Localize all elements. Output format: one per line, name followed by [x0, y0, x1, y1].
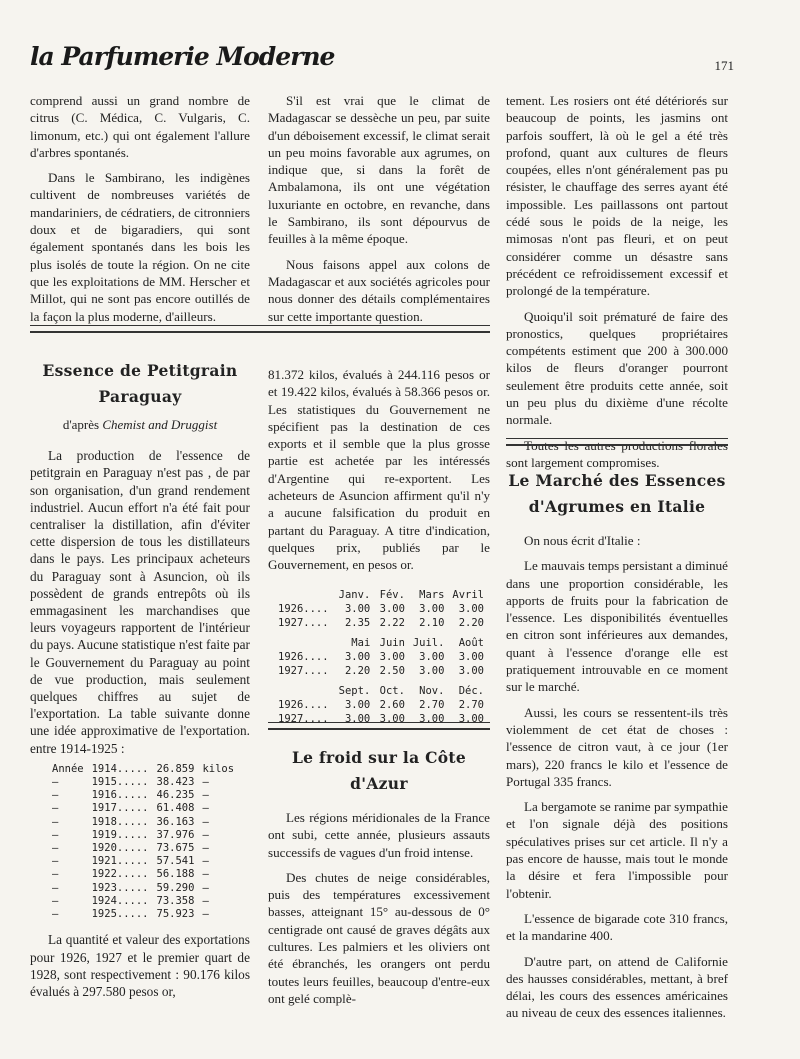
- paragraph: tement. Les rosiers ont été détériorés sur beaucoup de points, les jasmins ont parfois souffert, là où le gel a été très profond, quant aux cultures de fleurs coupées, elles n'ont généralement pas pu résister, le chauffage des serres ayant été impossible. Les paillassons ont partout cédé sous le poids de la neige, les mimosas n'ont pas fleuri, et on peut considérer comme un désastre sans précédent ce refroidissement excessif et prolongé de la température.: [506, 93, 728, 299]
- table-cell: 3.00: [419, 602, 445, 615]
- paragraph: comprend aussi un grand nombre de citrus (C. Médica, C. Vulgaris, C. limonum, etc.) qui ont également l'allure d'arbres spontanés.: [30, 93, 250, 160]
- table-cell: —: [52, 828, 59, 841]
- table-row: [278, 650, 490, 664]
- table-cell: 1927....: [278, 664, 329, 677]
- table-row: [278, 712, 490, 726]
- table-cell: 1926....: [278, 602, 329, 615]
- table-cell: 36.163: [156, 815, 195, 828]
- price-table: [278, 582, 490, 726]
- article-title: Paraguay: [98, 387, 182, 406]
- table-row: [278, 698, 490, 712]
- table-cell: —: [52, 842, 59, 855]
- table-cell: 1926....: [278, 650, 329, 663]
- table-cell: 2.70: [419, 698, 445, 711]
- table-cell: 1914.....: [91, 762, 149, 775]
- table-cell: 3.00: [419, 664, 445, 677]
- export-table: [52, 763, 242, 921]
- table-cell: —: [52, 855, 59, 868]
- table-cell: 1919.....: [91, 828, 149, 841]
- table-cell: 1918.....: [91, 815, 149, 828]
- table-cell: 3.00: [458, 664, 484, 677]
- table-cell: —: [202, 815, 209, 828]
- table-cell: 59.290: [156, 881, 195, 894]
- table-cell: —: [52, 815, 59, 828]
- table-cell: 3.00: [419, 712, 445, 725]
- column-header: Avril: [452, 588, 484, 601]
- table-row: [52, 882, 242, 895]
- table-row: [278, 602, 490, 616]
- table-cell: 2.35: [344, 616, 371, 629]
- table-cell: 2.60: [379, 698, 405, 711]
- article-petitgrain-continued: [268, 366, 490, 726]
- article-froid: [268, 745, 490, 1015]
- table-cell: 1927....: [278, 616, 329, 629]
- magazine-masthead: la Parfumerie Moderne: [30, 42, 335, 71]
- paragraph: Le mauvais temps persistant a diminué dans une proportion considérable, les apports de fruits pour la fabrication de l'essence. Les disponibilités éventuelles en citron sont inférieures aux demandes, quant à l'essence d'orange elle est pratiquement introuvable en ce moment sur le marché.: [506, 558, 728, 695]
- page-number: 171: [714, 58, 734, 73]
- table-cell: 2.10: [419, 616, 445, 629]
- column-header: Janv.: [338, 588, 371, 601]
- paragraph: 81.372 kilos, évalués à 244.116 pesos or et 19.422 kilos, évalués à 58.366 pesos or. Les statistiques du Gouvernement ne spécifient pas la destination de ces exports et il semble que la plus grosse partie est achetée par les intéressés d'Argentine qui re-exportent. Les acheteurs de Asuncion affirment qu'il n'y a aucune falsification du produit en partant du Paraguay. A titre d'indication, quelques prix, publiés par le Gouvernement, en pesos or.: [268, 367, 490, 573]
- byline: d'après Chemist and Druggist: [62, 417, 218, 432]
- table-cell: —: [202, 908, 209, 921]
- table-row: [52, 855, 242, 868]
- article-title: d'Agrumes en Italie: [528, 497, 706, 516]
- column-header: Nov.: [419, 684, 445, 697]
- paragraph: L'essence de bigarade cote 310 francs, et la mandarine 400.: [506, 910, 728, 944]
- table-row: [52, 829, 242, 842]
- table-cell: 1924.....: [91, 894, 149, 907]
- table-cell: —: [202, 855, 209, 868]
- top-column-1: [30, 92, 250, 333]
- article-title: Le froid sur la Côte: [291, 748, 467, 767]
- table-cell: kilos: [202, 762, 235, 775]
- table-cell: —: [52, 894, 59, 907]
- table-row: [52, 895, 242, 908]
- section-divider: [506, 438, 728, 446]
- table-cell: 3.00: [379, 712, 405, 725]
- table-cell: —: [52, 776, 59, 789]
- table-row: [52, 816, 242, 829]
- table-cell: 1920.....: [91, 842, 149, 855]
- table-cell: Année: [52, 762, 84, 775]
- table-cell: 3.00: [344, 602, 371, 615]
- article-title: Essence de Petitgrain: [42, 361, 238, 380]
- paragraph: S'il est vrai que le climat de Madagascar se dessèche un peu, par suite d'un déboisement excessif, le climat serait un peu moins favorable aux agrumes, on indique que, si dans la forêt de Ambalamona, ils ont une végétation luxuriante en octobre, en revanche, dans le Sambirano, ils sont dépourvus de feuilles à la même époque.: [268, 93, 490, 247]
- top-column-2: [268, 92, 490, 333]
- table-cell: 46.235: [156, 789, 195, 802]
- paragraph: Nous faisons appel aux colons de Madagascar et aux sociétés agricoles pour nous donner des détails complémentaires sur cette importante question.: [268, 256, 490, 324]
- column-header: Sept.: [338, 684, 371, 697]
- paragraph: Aussi, les cours se ressentent-ils très violemment de cet état de choses : l'essence de citron vaut, à ce jour (1er mars), 220 francs le kilo et l'essence de Portugal 335 francs.: [506, 704, 728, 789]
- table-cell: 1925.....: [91, 908, 149, 921]
- column-header: Mars: [419, 588, 445, 601]
- column-header: Déc.: [458, 684, 484, 697]
- paragraph: Dans le Sambirano, les indigènes cultivent de nombreuses variétés de mandariniers, de cédratiers, de citronniers doux et de bigaradiers, qui sont également spontanés dans les bois les plus isolés de toute la région. On ne cite que les exploitations de MM. Herscher et Millot, qui ne sont pas encore outillés de la façon la plus moderne, d'ailleurs.: [30, 170, 250, 324]
- table-cell: —: [202, 802, 209, 815]
- table-cell: 1921.....: [91, 855, 149, 868]
- table-cell: —: [52, 789, 59, 802]
- section-divider: [30, 325, 490, 333]
- table-cell: —: [52, 881, 59, 894]
- table-cell: 1915.....: [91, 776, 149, 789]
- table-cell: 1927....: [278, 712, 329, 725]
- table-cell: 3.00: [344, 698, 371, 711]
- table-cell: 3.00: [458, 650, 484, 663]
- table-cell: 3.00: [379, 650, 405, 663]
- table-cell: —: [202, 868, 209, 881]
- table-row: [52, 763, 242, 776]
- table-cell: 1917.....: [91, 802, 149, 815]
- column-header: Août: [458, 636, 484, 649]
- table-cell: —: [202, 789, 209, 802]
- table-header-row: [278, 582, 490, 602]
- table-cell: 61.408: [156, 802, 195, 815]
- table-cell: 73.358: [156, 894, 195, 907]
- table-header-row: [278, 678, 490, 698]
- table-cell: —: [202, 828, 209, 841]
- table-row: [278, 616, 490, 630]
- table-cell: —: [202, 776, 209, 789]
- article-title: Le Marché des Essences: [508, 471, 726, 490]
- table-cell: 2.70: [458, 698, 484, 711]
- paragraph: Les régions méridionales de la France ont subi, cette année, plusieurs assauts successifs de vagues d'un froid intense.: [268, 810, 490, 860]
- article-title: d'Azur: [350, 774, 408, 793]
- table-cell: —: [52, 908, 59, 921]
- table-cell: —: [202, 842, 209, 855]
- table-cell: 3.00: [344, 712, 371, 725]
- table-header-row: [278, 630, 490, 650]
- table-cell: 3.00: [344, 650, 371, 663]
- table-cell: 1923.....: [91, 881, 149, 894]
- table-cell: 1926....: [278, 698, 329, 711]
- table-row: [52, 842, 242, 855]
- source-name: Chemist and Druggist: [102, 417, 218, 432]
- table-row: [52, 868, 242, 881]
- table-cell: 57.541: [156, 855, 195, 868]
- table-cell: 3.00: [419, 650, 445, 663]
- table-cell: 1916.....: [91, 789, 149, 802]
- table-cell: 2.20: [344, 664, 371, 677]
- table-cell: 3.00: [458, 712, 484, 725]
- table-cell: —: [52, 868, 59, 881]
- table-cell: 1922.....: [91, 868, 149, 881]
- paragraph: Quoiqu'il soit prématuré de faire des pronostics, quelques propriétaires compétents estiment que 200 à 300.000 kilos de fleurs d'oranger pourront seulement être produits cette année, soit un peu plus du dixième d'une récolte normale.: [506, 308, 728, 428]
- paragraph: Des chutes de neige considérables, puis des températures excessivement basses, atteignant 15° au-dessous de 0° centigrade ont causé de graves dégâts aux cultures. Les palmiers et les oliviers ont été ébranchés, les orangers ont perdu toutes leurs feuilles, beaucoup d'entre-eux ont gelé complè-: [268, 869, 490, 1006]
- table-row: [52, 789, 242, 802]
- table-cell: 3.00: [379, 602, 405, 615]
- table-cell: 75.923: [156, 908, 195, 921]
- column-header: Fév.: [379, 588, 405, 601]
- paragraph: On nous écrit d'Italie :: [524, 533, 641, 548]
- article-agrumes: [506, 468, 728, 1030]
- table-cell: 2.50: [379, 664, 405, 677]
- table-cell: 73.675: [156, 842, 195, 855]
- paragraph: D'autre part, on attend de Californie des hausses considérables, mettant, à bref délai, les cours des essences américaines au niveau de ceux des essences italiennes.: [506, 953, 728, 1021]
- table-cell: 2.22: [379, 616, 405, 629]
- table-cell: —: [202, 881, 209, 894]
- table-cell: 37.976: [156, 828, 195, 841]
- table-cell: 3.00: [458, 602, 484, 615]
- paragraph: La production de l'essence de petitgrain en Paraguay n'est pas , de par son organisation, d'un grand rendement industriel. Aucun effort n'a été fait pour centraliser la distillation, afin d'éviter cette dispersion de tous les distillateurs dans le pays. Les principaux acheteurs du Paraguay sont à Asuncion, où ils possèdent de grands entrepôts où ils emmagasinent les marchandises que leurs voyageurs rapportent de l'intérieur du pays. Aucune statistique n'est faite par le Gouvernement du Paraguay au point de vue production, mais seulement quelques chiffres au sujet de l'exportation. La table suivante donne une idée approximative de l'exportation. entre 1914-1925 :: [30, 448, 250, 756]
- table-cell: 56.188: [156, 868, 195, 881]
- table-cell: —: [202, 894, 209, 907]
- table-cell: —: [52, 802, 59, 815]
- right-column-text: [506, 92, 728, 479]
- table-row: [52, 908, 242, 921]
- column-header: Juin: [379, 636, 405, 649]
- table-cell: 2.20: [458, 616, 484, 629]
- paragraph: La quantité et valeur des exportations pour 1926, 1927 et le premier quart de 1928, sont respectivement : 90.176 kilos évalués à 297.580 pesos or,: [30, 932, 250, 999]
- table-cell: 38.423: [156, 776, 195, 789]
- paragraph: La bergamote se ranime par sympathie et l'on signale déjà des positions spéculatives prises sur cet article. Il n'y a pas encore de hausse, mais tout le monde la désire et fera l'impossible pour l'obtenir.: [506, 799, 728, 901]
- table-cell: 26.859: [156, 762, 195, 775]
- paragraph: Toutes les autres productions florales sont largement compromises.: [506, 437, 728, 470]
- column-header: Mai: [351, 636, 371, 649]
- article-petitgrain: [30, 358, 250, 1008]
- table-row: [278, 664, 490, 678]
- table-row: [52, 776, 242, 789]
- column-header: Oct.: [379, 684, 405, 697]
- column-header: Juil.: [412, 636, 445, 649]
- table-row: [52, 802, 242, 815]
